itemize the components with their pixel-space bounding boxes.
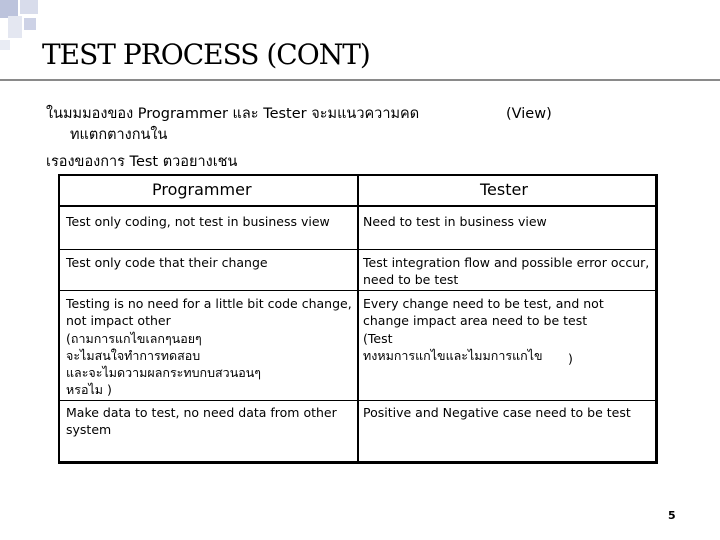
cell-programmer-3: Testing is no need for a little bit code change, not impact other (ถามการแกไขเลกๆนอยๆ จะไมสนใจทำการทดสอบ และจะไมดวามผลกระทบกบสวนอนๆ หรอไม ) [66,296,352,398]
intro-line-1: ในมมมองของ Programmer และ Tester จะมแนวความคด [46,106,420,122]
cell-tester-4: Positive and Negative case need to be test [363,405,631,420]
cell-programmer-4: Make data to test, no need data from other system [66,405,341,438]
comparison-table [58,174,658,464]
header-programmer: Programmer [152,180,252,199]
decor-square [20,0,38,14]
intro-line-2: ทแตกตางกนใน [70,127,168,143]
row-divider [60,205,655,207]
intro-view: (View) [506,106,552,122]
cell-programmer-1: Test only coding, not test in business view [66,214,330,229]
column-divider [357,176,359,461]
decor-square [8,16,22,38]
cell-tester-1: Need to test in business view [363,214,547,229]
cell-tester-3-close: ) [568,351,573,366]
header-tester: Tester [480,180,528,199]
row-divider [60,290,655,291]
intro-line-3: เรองของการ Test ตวอยางเชน [46,154,238,170]
slide-title: TEST PROCESS (CONT) [42,38,370,71]
row-divider [60,249,655,250]
cell-tester-3: Every change need to be test, and not change impact area need to be test (Test ทงหมการแกไขและไมมการแกไข [363,296,604,363]
cell-tester-2: Test integration flow and possible error occur, need to be test [363,255,654,288]
decor-square [0,40,10,50]
title-divider [0,79,720,81]
row-divider [60,400,655,401]
cell-programmer-2: Test only code that their change [66,255,268,270]
page-number: 5 [668,509,676,522]
decor-square [24,18,36,30]
